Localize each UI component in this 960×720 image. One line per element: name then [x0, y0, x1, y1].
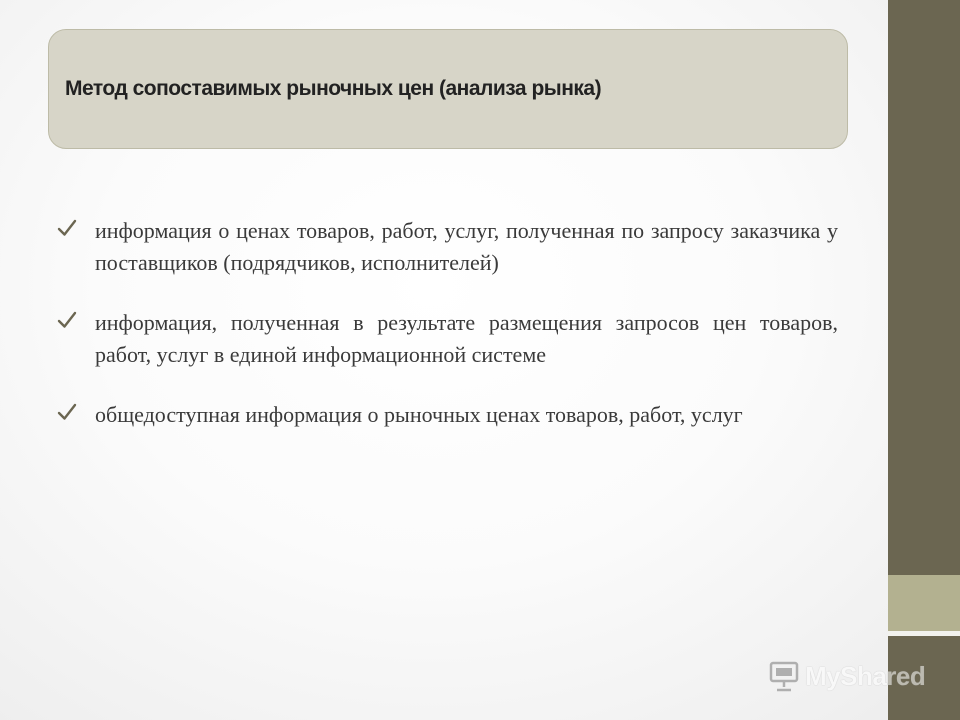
checkmark-icon [56, 401, 78, 423]
checkmark-icon [56, 309, 78, 331]
side-decor-strip [888, 0, 960, 720]
slide-title-box [48, 29, 848, 149]
bullet-item [56, 215, 838, 279]
bullet-text: информация о ценах товаров, работ, услуг, полученная по запросу заказчика у поставщиков (подрядчиков, исполнителей) [95, 218, 838, 275]
checkmark-icon [56, 217, 78, 239]
bullet-list [56, 215, 838, 459]
bullet-text: общедоступная информация о рыночных ценах товаров, работ, услуг [95, 402, 743, 427]
slide-title: Метод сопоставимых рыночных цен (анализа рынка) [65, 77, 602, 100]
bullet-item [56, 307, 838, 371]
side-strip-light-band [888, 575, 960, 631]
bullet-text: информация, полученная в результате размещения запросов цен товаров, работ, услуг в единой информационной системе [95, 310, 838, 367]
bullet-item [56, 399, 838, 431]
presentation-board-icon [767, 659, 801, 693]
watermark-text: MyShared [805, 660, 926, 691]
mysharded-watermark [767, 656, 925, 696]
side-strip-dark-top [888, 0, 960, 575]
